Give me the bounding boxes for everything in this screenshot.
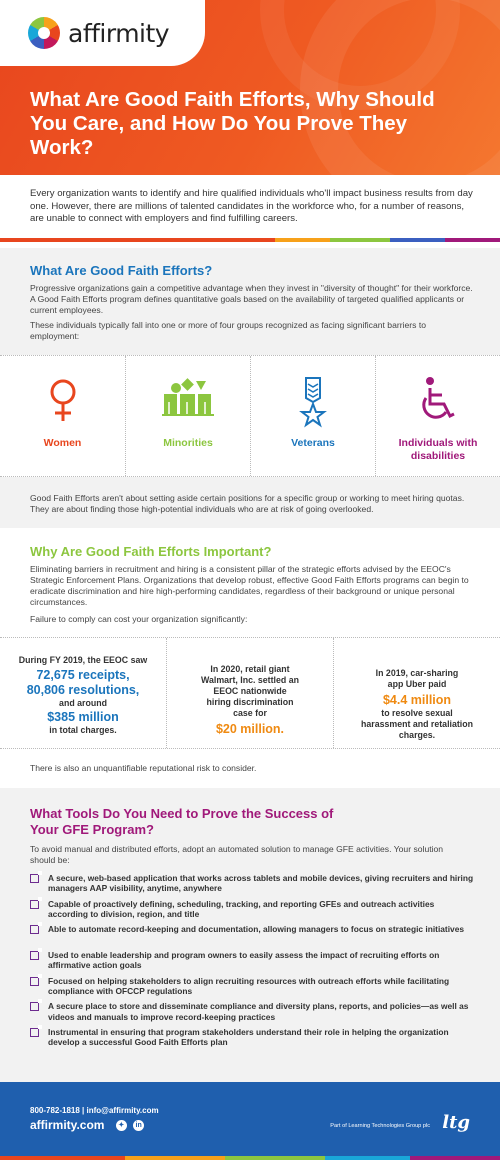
checklist-item xyxy=(30,950,475,976)
stat-figure: 72,675 receipts, xyxy=(36,668,130,682)
parent-company-text: Part of Learning Technologies Group plc xyxy=(330,1123,430,1129)
group-women xyxy=(0,356,125,476)
footer-contact[interactable]: 800-782-1818 | info@affirmity.com xyxy=(30,1106,159,1115)
stat-text: to resolve sexual harassment and retaliation charges. xyxy=(361,707,473,740)
website-link[interactable]: affirmity.com xyxy=(30,1118,105,1132)
section-paragraph: There is also an unquantifiable reputational risk to consider. xyxy=(30,763,257,773)
footer-links xyxy=(30,1118,144,1132)
color-divider xyxy=(0,238,500,242)
footer xyxy=(0,1082,500,1160)
checkbox-icon xyxy=(30,874,39,883)
stat-text: In 2019, car-sharing app Uber paid xyxy=(375,668,459,689)
group-label: Individuals with disabilities xyxy=(398,437,478,462)
checkbox-icon xyxy=(30,925,39,934)
checkbox-icon xyxy=(30,951,39,960)
section-paragraph: To avoid manual and distributed efforts, adopt an automated solution to manage GFE activities. Your solution should be: xyxy=(30,844,444,865)
stat-eeoc xyxy=(0,638,166,748)
section-paragraph: Progressive organizations gain a competitive advantage when they invest in "diversity of thought" for their workforce. A Good Faith Efforts program defines quantitative goals based on the availability of targeted qualified applicants or current employees. xyxy=(30,283,473,315)
checklist-text: Instrumental in ensuring that program stakeholders understand their role in helping the organization develop a successful Good Faith Efforts plan xyxy=(48,1027,449,1048)
checklist-text: Able to automate record-keeping and documentation, allowing managers to focus on strategic initiatives xyxy=(48,924,465,935)
stat-figure: $4.4 million xyxy=(382,693,452,707)
stat-figure: $20 million. xyxy=(215,722,285,736)
checklist-text: Capable of proactively defining, scheduling, tracking, and reporting GFEs and outreach activities according to division, region, and title xyxy=(48,898,435,919)
stat-uber xyxy=(333,638,500,748)
checklist-item xyxy=(30,1001,475,1027)
checklist-text: Used to enable leadership and program owners to easily assess the impact of recruiting efforts on affirmative action goals xyxy=(48,950,440,971)
stat-figure: 80,806 resolutions, xyxy=(26,683,140,697)
section-paragraph: Eliminating barriers in recruitment and hiring is a consistent pillar of the strategic efforts advised by the EEOC's Strategic Enforcement Plans. Organizations that develop robust, effective Good Faith Efforts programs can begin to eradicate discrimination and hire high-performing candidates, regardless of their background or unique personal circumstances. xyxy=(30,564,469,607)
checklist xyxy=(30,873,475,1053)
checklist-item xyxy=(30,873,475,899)
checklist-item xyxy=(30,1027,475,1053)
checkbox-icon xyxy=(30,977,39,986)
section-heading: What Are Good Faith Efforts? xyxy=(30,263,213,278)
stat-text: and around xyxy=(59,698,107,708)
group-disabilities xyxy=(375,356,500,476)
checkbox-icon xyxy=(30,900,39,909)
linkedin-icon[interactable]: in xyxy=(133,1120,144,1131)
stat-text: During FY 2019, the EEOC saw xyxy=(18,655,148,665)
checklist-text: A secure place to store and disseminate compliance and diversity plans, reports, and policies—as well as videos and manuals to improve record-keeping practices xyxy=(48,1001,469,1022)
checkbox-icon xyxy=(30,1028,39,1037)
female-symbol-icon xyxy=(43,376,83,424)
checkbox-icon xyxy=(30,1002,39,1011)
military-medal-icon xyxy=(298,376,328,428)
ltg-logo[interactable]: ltg xyxy=(442,1112,470,1133)
stat-text: In 2020, retail giant Walmart, Inc. settled an EEOC nationwide hiring discrimination case for xyxy=(201,664,299,718)
hero-banner xyxy=(0,0,500,175)
section-paragraph: Good Faith Efforts aren't about setting aside certain positions for a specific group or working to meet hiring quotas. They are about finding those high-potential individuals who are at risk of going overlooked. xyxy=(30,493,465,514)
logo[interactable] xyxy=(0,0,205,66)
checklist-item xyxy=(30,924,475,950)
page-title: What Are Good Faith Efforts, Why Should You Care, and How Do You Prove They Work? xyxy=(30,88,435,159)
section-paragraph: Failure to comply can cost your organization significantly: xyxy=(30,614,248,624)
stat-text: in total charges. xyxy=(49,725,117,735)
stat-figure: $385 million xyxy=(47,710,119,724)
group-label: Women xyxy=(43,437,82,449)
wheelchair-icon xyxy=(416,376,460,424)
checklist-text: Focused on helping stakeholders to align recruiting resources with outreach efforts while facilitating compliance with OFCCP regulations xyxy=(48,975,450,996)
section-heading: Why Are Good Faith Efforts Important? xyxy=(30,544,272,559)
section-heading: What Tools Do You Need to Prove the Success of Your GFE Program? xyxy=(30,806,334,837)
intro-text: Every organization wants to identify and hire qualified individuals who'll impact business results from day one. However, there are millions of talented candidates in the workforce who, for a number of reasons, are unable to connect with employers and find fulfilling careers. xyxy=(30,188,473,224)
logo-text: affirmity xyxy=(68,18,170,48)
section-paragraph: These individuals typically fall into one or more of four groups recognized as facing significant barriers to employment: xyxy=(30,320,426,341)
target-groups xyxy=(0,355,500,477)
checklist-item xyxy=(30,976,475,1002)
group-label: Veterans xyxy=(291,437,335,449)
stats-row xyxy=(0,637,500,749)
checklist-item xyxy=(30,899,475,925)
group-veterans xyxy=(250,356,375,476)
affirmity-logo-icon xyxy=(28,17,60,49)
stat-walmart xyxy=(166,638,333,748)
people-group-icon xyxy=(160,376,216,424)
checklist-text: A secure, web-based application that works across tablets and mobile devices, giving recruiters and hiring managers AAP visibility, anytime, anywhere xyxy=(48,873,474,894)
twitter-icon[interactable]: ✦ xyxy=(116,1120,127,1131)
group-label: Minorities xyxy=(163,437,213,449)
group-minorities xyxy=(125,356,250,476)
color-divider xyxy=(0,1156,500,1160)
